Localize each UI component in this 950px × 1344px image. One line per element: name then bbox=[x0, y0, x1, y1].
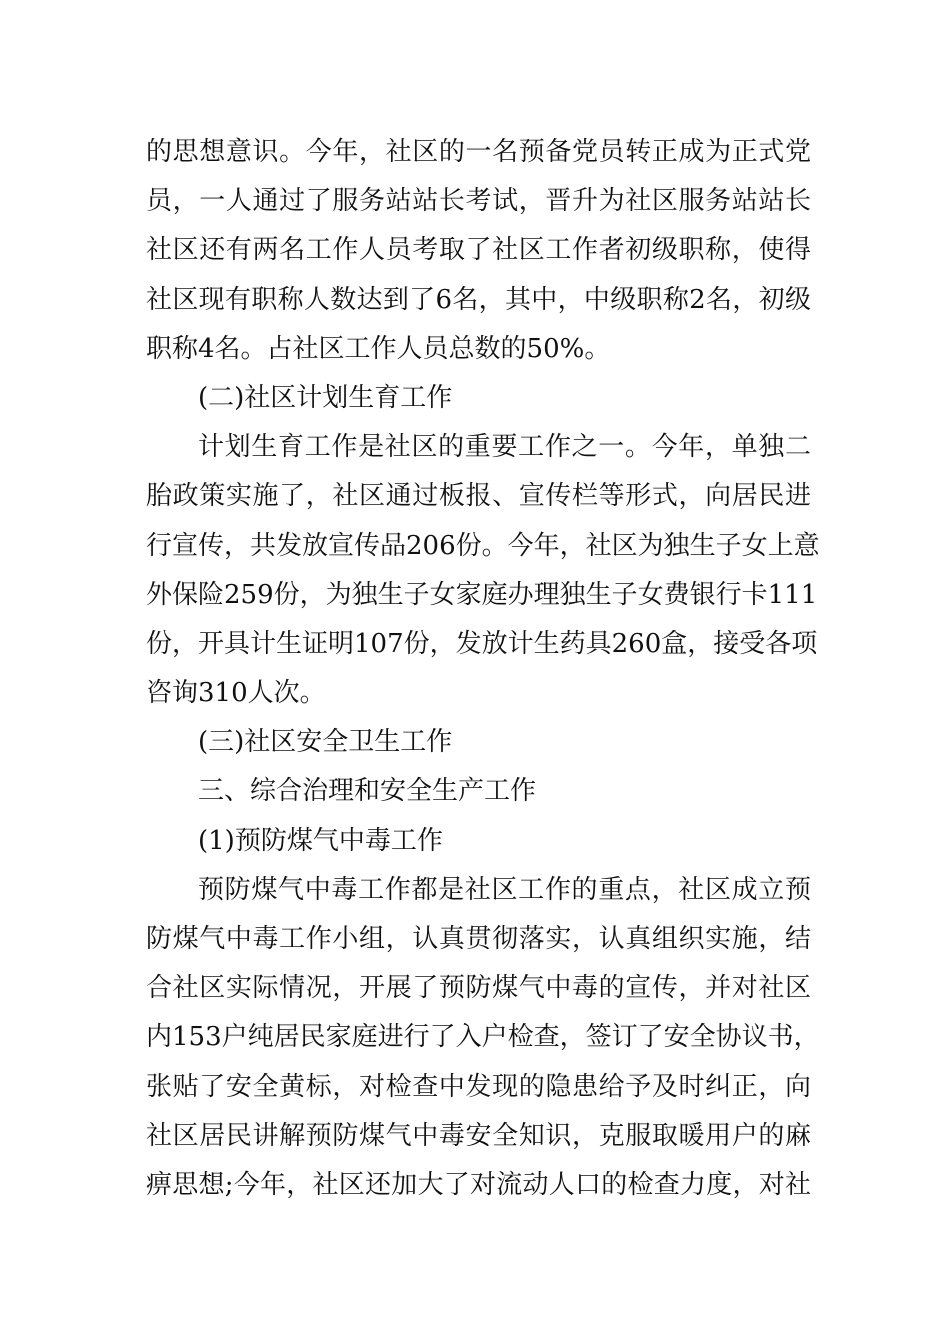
section-heading: (二)社区计划生育工作 bbox=[198, 382, 453, 413]
text-line: 痹思想;今年，社区还加大了对流动人口的检查力度，对社 bbox=[146, 1169, 811, 1200]
text-line: 预防煤气中毒工作都是社区工作的重点，社区成立预 bbox=[198, 874, 811, 905]
text-line: 胎政策实施了，社区通过板报、宣传栏等形式，向居民进 bbox=[146, 481, 811, 512]
text-line: 计划生育工作是社区的重要工作之一。今年，单独二 bbox=[198, 432, 811, 463]
text-line: 咨询310人次。 bbox=[146, 678, 326, 709]
section-heading: 三、综合治理和安全生产工作 bbox=[198, 776, 537, 807]
text-line: 防煤气中毒工作小组，认真贯彻落实，认真组织实施，结 bbox=[146, 924, 811, 954]
text-line: 合社区实际情况，开展了预防煤气中毒的宣传，并对社区 bbox=[146, 973, 811, 1004]
text-line: 内153户纯居民家庭进行了入户检查，签订了安全协议书， bbox=[146, 1022, 820, 1053]
text-line: 外保险259份，为独生子女家庭办理独生子女费银行卡111 bbox=[146, 579, 818, 610]
text-line: 社区居民讲解预防煤气中毒安全知识，克服取暖用户的麻 bbox=[146, 1120, 811, 1151]
document-body bbox=[146, 128, 820, 1210]
text-line: 份，开具计生证明107份，发放计生药具260盒，接受各项 bbox=[146, 628, 818, 659]
text-line: 行宣传，共发放宣传品206份。今年，社区为独生子女上意 bbox=[146, 530, 820, 561]
text-line: 张贴了安全黄标，对检查中发现的隐患给予及时纠正，向 bbox=[146, 1071, 811, 1102]
section-heading: (1)预防煤气中毒工作 bbox=[198, 825, 443, 856]
text-line: 职称4名。占社区工作人员总数的50%。 bbox=[146, 333, 611, 364]
section-heading: (三)社区安全卫生工作 bbox=[198, 727, 453, 758]
text-line: 的思想意识。今年，社区的一名预备党员转正成为正式党 bbox=[146, 137, 811, 167]
text-line: 社区还有两名工作人员考取了社区工作者初级职称，使得 bbox=[146, 235, 811, 266]
text-line: 社区现有职称人数达到了6名，其中，中级职称2名，初级 bbox=[146, 284, 811, 315]
text-line: 员，一人通过了服务站站长考试，晋升为社区服务站站长 bbox=[146, 186, 811, 217]
